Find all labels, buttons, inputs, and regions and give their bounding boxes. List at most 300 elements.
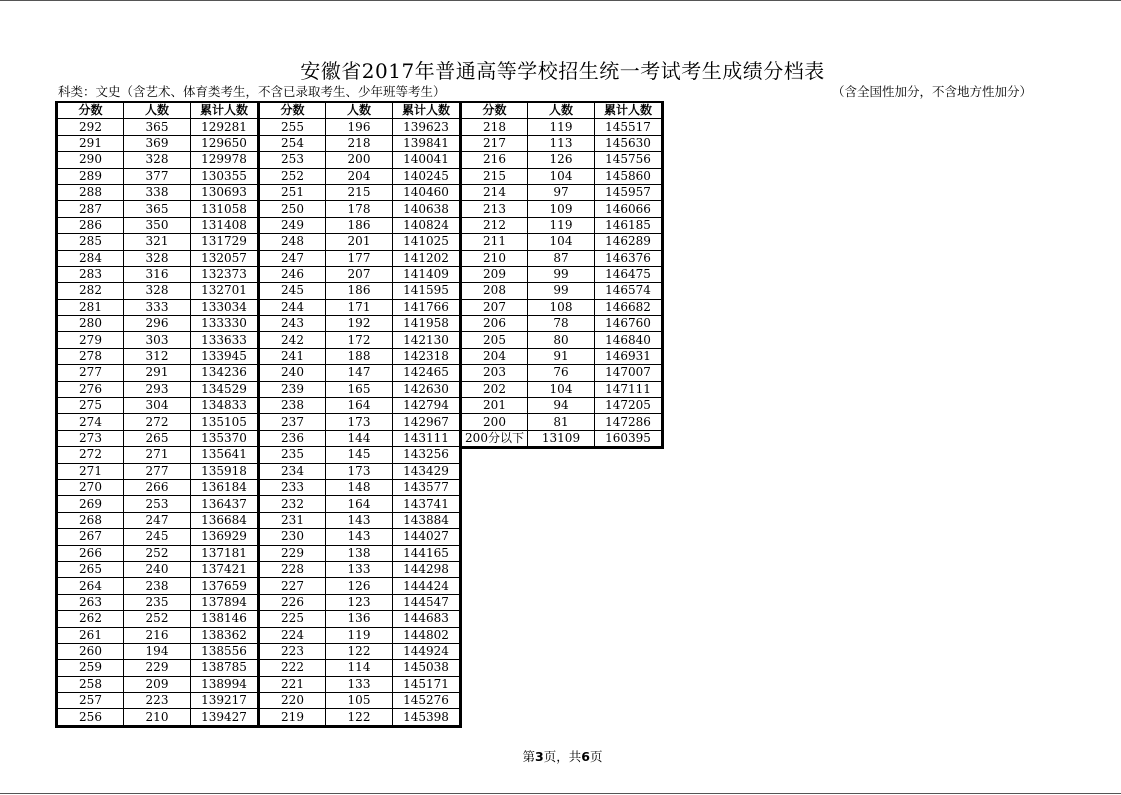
cell-count: 148 — [326, 479, 393, 495]
table-row — [57, 693, 259, 709]
cell-cumulative: 144298 — [393, 561, 461, 577]
table-row — [461, 316, 663, 332]
cell-score: 208 — [461, 283, 528, 299]
table-row — [57, 578, 259, 594]
cell-score: 248 — [259, 234, 326, 250]
table-row — [461, 332, 663, 348]
cell-score: 232 — [259, 496, 326, 512]
header-score: 分数 — [259, 102, 326, 119]
table-row — [57, 168, 259, 184]
table-row — [259, 578, 461, 594]
score-table-block-1 — [55, 101, 260, 728]
cell-count: 186 — [326, 283, 393, 299]
cell-score: 253 — [259, 152, 326, 168]
cell-cumulative: 145860 — [595, 168, 663, 184]
table-row — [259, 430, 461, 446]
cell-score: 231 — [259, 512, 326, 528]
cell-count: 223 — [124, 693, 191, 709]
cell-score: 242 — [259, 332, 326, 348]
cell-cumulative: 145957 — [595, 184, 663, 200]
cell-cumulative: 142465 — [393, 365, 461, 381]
cell-score: 213 — [461, 201, 528, 217]
cell-cumulative: 144027 — [393, 529, 461, 545]
cell-count: 13109 — [528, 430, 595, 447]
cell-count: 81 — [528, 414, 595, 430]
table-row — [57, 217, 259, 233]
page-footer — [0, 747, 1121, 765]
cell-score: 260 — [57, 643, 124, 659]
table-row — [259, 561, 461, 577]
cell-cumulative: 135370 — [191, 430, 259, 446]
cell-score: 226 — [259, 594, 326, 610]
cell-cumulative: 129650 — [191, 135, 259, 151]
cell-score: 215 — [461, 168, 528, 184]
cell-score: 246 — [259, 266, 326, 282]
cell-cumulative: 139427 — [191, 709, 259, 726]
cell-count: 338 — [124, 184, 191, 200]
cell-score: 262 — [57, 611, 124, 627]
cell-count: 109 — [528, 201, 595, 217]
cell-score: 269 — [57, 496, 124, 512]
cell-count: 173 — [326, 463, 393, 479]
cell-count: 123 — [326, 594, 393, 610]
cell-count: 365 — [124, 119, 191, 135]
cell-cumulative: 137421 — [191, 561, 259, 577]
cell-score: 233 — [259, 479, 326, 495]
cell-score: 259 — [57, 660, 124, 676]
cell-cumulative: 143741 — [393, 496, 461, 512]
table-row — [57, 234, 259, 250]
cell-count: 304 — [124, 398, 191, 414]
cell-cumulative: 145276 — [393, 693, 461, 709]
cell-score: 219 — [259, 709, 326, 726]
table-header-row — [259, 102, 461, 119]
table-row — [57, 627, 259, 643]
cell-score: 238 — [259, 398, 326, 414]
cell-score: 247 — [259, 250, 326, 266]
score-table-block-3 — [459, 101, 664, 449]
cell-score: 228 — [259, 561, 326, 577]
cell-cumulative: 139623 — [393, 119, 461, 135]
header-count: 人数 — [528, 102, 595, 119]
cell-count: 143 — [326, 512, 393, 528]
cell-cumulative: 133330 — [191, 316, 259, 332]
cell-count: 126 — [326, 578, 393, 594]
cell-score: 286 — [57, 217, 124, 233]
cell-cumulative: 131058 — [191, 201, 259, 217]
cell-count: 145 — [326, 447, 393, 463]
cell-score: 279 — [57, 332, 124, 348]
table-row — [259, 266, 461, 282]
cell-cumulative: 141409 — [393, 266, 461, 282]
cell-cumulative: 133945 — [191, 348, 259, 364]
table-row — [461, 299, 663, 315]
cell-score: 278 — [57, 348, 124, 364]
table-row — [259, 398, 461, 414]
cell-count: 122 — [326, 709, 393, 726]
table-row — [259, 709, 461, 726]
cell-score: 211 — [461, 234, 528, 250]
cell-score: 217 — [461, 135, 528, 151]
cell-count: 113 — [528, 135, 595, 151]
cell-cumulative: 142130 — [393, 332, 461, 348]
cell-count: 164 — [326, 398, 393, 414]
table-row — [259, 250, 461, 266]
cell-count: 138 — [326, 545, 393, 561]
cell-cumulative: 136437 — [191, 496, 259, 512]
table-row — [259, 119, 461, 135]
cell-cumulative: 143884 — [393, 512, 461, 528]
cell-score: 264 — [57, 578, 124, 594]
cell-cumulative: 134833 — [191, 398, 259, 414]
cell-score: 290 — [57, 152, 124, 168]
cell-score: 256 — [57, 709, 124, 726]
cell-count: 104 — [528, 381, 595, 397]
table-row — [259, 283, 461, 299]
cell-score: 224 — [259, 627, 326, 643]
cell-cumulative: 141025 — [393, 234, 461, 250]
cell-count: 108 — [528, 299, 595, 315]
header-count: 人数 — [124, 102, 191, 119]
cell-score: 225 — [259, 611, 326, 627]
cell-count: 78 — [528, 316, 595, 332]
cell-cumulative: 146185 — [595, 217, 663, 233]
cell-count: 207 — [326, 266, 393, 282]
cell-cumulative: 138785 — [191, 660, 259, 676]
table-row — [57, 381, 259, 397]
cell-cumulative: 147205 — [595, 398, 663, 414]
cell-cumulative: 144802 — [393, 627, 461, 643]
cell-cumulative: 140460 — [393, 184, 461, 200]
cell-cumulative: 144547 — [393, 594, 461, 610]
cell-cumulative: 145517 — [595, 119, 663, 135]
cell-count: 247 — [124, 512, 191, 528]
cell-cumulative: 135641 — [191, 447, 259, 463]
cell-count: 229 — [124, 660, 191, 676]
cell-count: 265 — [124, 430, 191, 446]
table-row — [461, 168, 663, 184]
cell-score: 202 — [461, 381, 528, 397]
cell-score: 255 — [259, 119, 326, 135]
cell-count: 271 — [124, 447, 191, 463]
table-row — [259, 676, 461, 692]
cell-cumulative: 145756 — [595, 152, 663, 168]
table-row — [461, 135, 663, 151]
table-row — [259, 135, 461, 151]
table-row — [259, 545, 461, 561]
cell-score: 234 — [259, 463, 326, 479]
cell-count: 192 — [326, 316, 393, 332]
header-cumulative: 累计人数 — [393, 102, 461, 119]
cell-count: 328 — [124, 250, 191, 266]
table-row — [57, 414, 259, 430]
cell-count: 188 — [326, 348, 393, 364]
cell-cumulative: 146760 — [595, 316, 663, 332]
cell-score: 282 — [57, 283, 124, 299]
cell-count: 147 — [326, 365, 393, 381]
table-row — [57, 709, 259, 726]
table-row — [461, 414, 663, 430]
cell-cumulative: 143111 — [393, 430, 461, 446]
cell-score: 266 — [57, 545, 124, 561]
top-rule — [0, 0, 1121, 1]
cell-cumulative: 142630 — [393, 381, 461, 397]
cell-count: 252 — [124, 545, 191, 561]
table-row — [259, 496, 461, 512]
cell-cumulative: 132373 — [191, 266, 259, 282]
cell-score: 230 — [259, 529, 326, 545]
cell-score: 258 — [57, 676, 124, 692]
cell-count: 253 — [124, 496, 191, 512]
table-row — [461, 430, 663, 447]
bonus-note: （含全国性加分，不含地方性加分） — [831, 84, 1032, 99]
cell-count: 201 — [326, 234, 393, 250]
cell-score: 265 — [57, 561, 124, 577]
table-row — [57, 135, 259, 151]
cell-count: 216 — [124, 627, 191, 643]
table-row — [259, 660, 461, 676]
table-row — [57, 676, 259, 692]
cell-cumulative: 146931 — [595, 348, 663, 364]
cell-count: 204 — [326, 168, 393, 184]
cell-cumulative: 136184 — [191, 479, 259, 495]
cell-cumulative: 147007 — [595, 365, 663, 381]
cell-count: 218 — [326, 135, 393, 151]
table-row — [57, 529, 259, 545]
table-row — [259, 594, 461, 610]
cell-count: 312 — [124, 348, 191, 364]
cell-cumulative: 136684 — [191, 512, 259, 528]
cell-count: 177 — [326, 250, 393, 266]
table-row — [259, 152, 461, 168]
table-row — [259, 168, 461, 184]
cell-cumulative: 144424 — [393, 578, 461, 594]
cell-score: 273 — [57, 430, 124, 446]
cell-count: 321 — [124, 234, 191, 250]
cell-score: 280 — [57, 316, 124, 332]
score-table — [459, 101, 664, 449]
cell-score: 288 — [57, 184, 124, 200]
cell-count: 119 — [326, 627, 393, 643]
cell-cumulative: 144683 — [393, 611, 461, 627]
cell-cumulative: 133034 — [191, 299, 259, 315]
cell-score: 285 — [57, 234, 124, 250]
cell-count: 303 — [124, 332, 191, 348]
header-score: 分数 — [461, 102, 528, 119]
cell-count: 272 — [124, 414, 191, 430]
cell-score: 222 — [259, 660, 326, 676]
cell-count: 240 — [124, 561, 191, 577]
cell-cumulative: 145171 — [393, 676, 461, 692]
cell-count: 143 — [326, 529, 393, 545]
cell-count: 277 — [124, 463, 191, 479]
cell-cumulative: 141958 — [393, 316, 461, 332]
cell-score: 204 — [461, 348, 528, 364]
cell-cumulative: 132701 — [191, 283, 259, 299]
cell-count: 196 — [326, 119, 393, 135]
footer-prefix: 第 — [522, 749, 536, 764]
table-row — [57, 348, 259, 364]
table-row — [259, 512, 461, 528]
cell-cumulative: 145038 — [393, 660, 461, 676]
cell-cumulative: 141202 — [393, 250, 461, 266]
table-row — [461, 365, 663, 381]
cell-score: 261 — [57, 627, 124, 643]
table-row — [259, 184, 461, 200]
cell-cumulative: 146066 — [595, 201, 663, 217]
cell-cumulative: 139217 — [191, 693, 259, 709]
cell-cumulative: 145630 — [595, 135, 663, 151]
cell-score: 249 — [259, 217, 326, 233]
cell-count: 369 — [124, 135, 191, 151]
cell-cumulative: 133633 — [191, 332, 259, 348]
cell-count: 328 — [124, 283, 191, 299]
cell-cumulative: 139841 — [393, 135, 461, 151]
cell-count: 194 — [124, 643, 191, 659]
header-cumulative: 累计人数 — [191, 102, 259, 119]
cell-score: 270 — [57, 479, 124, 495]
cell-count: 252 — [124, 611, 191, 627]
cell-cumulative: 137659 — [191, 578, 259, 594]
table-row — [57, 594, 259, 610]
cell-score: 221 — [259, 676, 326, 692]
table-row — [259, 479, 461, 495]
cell-cumulative: 134236 — [191, 365, 259, 381]
cell-score: 239 — [259, 381, 326, 397]
cell-cumulative: 137181 — [191, 545, 259, 561]
cell-count: 144 — [326, 430, 393, 446]
cell-cumulative: 138362 — [191, 627, 259, 643]
cell-count: 99 — [528, 283, 595, 299]
table-row — [57, 299, 259, 315]
cell-count: 136 — [326, 611, 393, 627]
cell-count: 91 — [528, 348, 595, 364]
table-row — [461, 152, 663, 168]
table-row — [461, 398, 663, 414]
cell-count: 296 — [124, 316, 191, 332]
table-row — [259, 234, 461, 250]
footer-page-number: 3 — [535, 749, 544, 764]
table-row — [259, 201, 461, 217]
cell-score: 272 — [57, 447, 124, 463]
cell-score: 200 — [461, 414, 528, 430]
header-count: 人数 — [326, 102, 393, 119]
cell-score: 283 — [57, 266, 124, 282]
cell-count: 171 — [326, 299, 393, 315]
cell-count: 126 — [528, 152, 595, 168]
cell-cumulative: 129978 — [191, 152, 259, 168]
cell-count: 80 — [528, 332, 595, 348]
table-header-row — [461, 102, 663, 119]
header-score: 分数 — [57, 102, 124, 119]
table-row — [461, 184, 663, 200]
cell-score: 214 — [461, 184, 528, 200]
cell-count: 133 — [326, 561, 393, 577]
cell-score: 218 — [461, 119, 528, 135]
table-row — [57, 201, 259, 217]
cell-count: 245 — [124, 529, 191, 545]
table-row — [57, 463, 259, 479]
cell-count: 377 — [124, 168, 191, 184]
cell-count: 266 — [124, 479, 191, 495]
table-row — [259, 381, 461, 397]
cell-count: 186 — [326, 217, 393, 233]
cell-count: 333 — [124, 299, 191, 315]
cell-cumulative: 135918 — [191, 463, 259, 479]
cell-score: 281 — [57, 299, 124, 315]
cell-cumulative: 146289 — [595, 234, 663, 250]
table-row — [259, 316, 461, 332]
table-row — [57, 283, 259, 299]
cell-score: 201 — [461, 398, 528, 414]
cell-score: 268 — [57, 512, 124, 528]
table-row — [259, 463, 461, 479]
cell-count: 365 — [124, 201, 191, 217]
table-row — [57, 496, 259, 512]
table-row — [259, 365, 461, 381]
cell-count: 119 — [528, 217, 595, 233]
table-row — [57, 512, 259, 528]
cell-score: 250 — [259, 201, 326, 217]
cell-score: 220 — [259, 693, 326, 709]
cell-count: 172 — [326, 332, 393, 348]
cell-score: 241 — [259, 348, 326, 364]
table-row — [259, 299, 461, 315]
cell-score: 236 — [259, 430, 326, 446]
cell-cumulative: 130693 — [191, 184, 259, 200]
cell-score: 245 — [259, 283, 326, 299]
cell-count: 97 — [528, 184, 595, 200]
table-row — [259, 693, 461, 709]
cell-cumulative: 130355 — [191, 168, 259, 184]
table-row — [57, 365, 259, 381]
table-row — [461, 348, 663, 364]
cell-count: 215 — [326, 184, 393, 200]
cell-cumulative: 129281 — [191, 119, 259, 135]
cell-score: 243 — [259, 316, 326, 332]
table-row — [57, 119, 259, 135]
cell-score: 257 — [57, 693, 124, 709]
cell-count: 119 — [528, 119, 595, 135]
cell-count: 165 — [326, 381, 393, 397]
cell-cumulative: 140824 — [393, 217, 461, 233]
footer-suffix: 页 — [589, 749, 603, 764]
cell-cumulative: 146682 — [595, 299, 663, 315]
cell-cumulative: 147286 — [595, 414, 663, 430]
cell-score: 206 — [461, 316, 528, 332]
table-row — [461, 234, 663, 250]
table-row — [461, 283, 663, 299]
cell-count: 291 — [124, 365, 191, 381]
cell-score: 289 — [57, 168, 124, 184]
cell-score: 277 — [57, 365, 124, 381]
cell-cumulative: 147111 — [595, 381, 663, 397]
cell-score: 210 — [461, 250, 528, 266]
cell-cumulative: 132057 — [191, 250, 259, 266]
cell-score: 244 — [259, 299, 326, 315]
table-row — [461, 201, 663, 217]
cell-count: 114 — [326, 660, 393, 676]
cell-cumulative: 141595 — [393, 283, 461, 299]
cell-cumulative: 143256 — [393, 447, 461, 463]
cell-cumulative: 140638 — [393, 201, 461, 217]
cell-count: 238 — [124, 578, 191, 594]
cell-score: 227 — [259, 578, 326, 594]
cell-score: 207 — [461, 299, 528, 315]
table-row — [57, 561, 259, 577]
table-row — [57, 660, 259, 676]
cell-cumulative: 146475 — [595, 266, 663, 282]
